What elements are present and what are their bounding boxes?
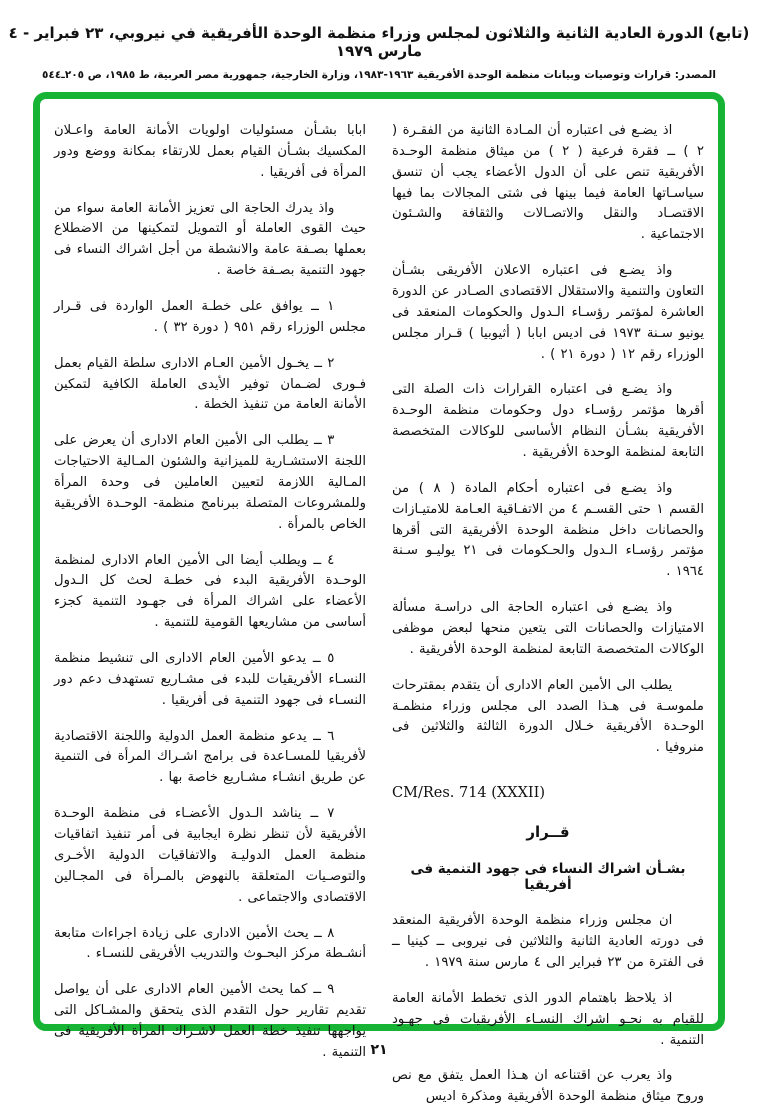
numbered-clause: ١ ــ يوافق على خطـة العمل الواردة فى قـرار مجلس الوزراء رقم ٩٥١ ( دورة ٣٢ ) . <box>54 299 366 335</box>
numbered-clause: ٧ ــ يناشد الـدول الأعضـاء فى منظمة الوحـدة الأفريقية لأن تنظر نظرة ايجابية فى أمر تنفيذ اتفاقيات منظمة العمل الدوليـة والاتفاقيات الدولية الأخـرى والتوصـيات المتعلقة بالنهوض بالمـرأة فى المجـالين الاقتصادى والاجتماعى . <box>54 806 366 905</box>
paragraph: اذ يضـع فى اعتباره أن المـادة الثانية من الفقـرة ( ٢ ) ــ فقرة فرعية ( ٢ ) من ميثاق منظمة الوحـدة الأفريقية تنص على أن الدول الأعضاء يجب أن تنسق سياسـاتها العامة فيما بينها فى شتى المجالات بما فيها الاقتصـاد والنقل والاتصـالات والثقافة والشـئون الاجتماعية . <box>392 123 704 243</box>
numbered-clause: ٥ ــ يدعو الأمين العام الادارى الى تنشيط منظمة النسـاء الأفريقيات للبدء فى مشـاريع تستهدف دعم دور النسـاء فى جهود التنمية فى أفريقيا . <box>54 651 366 708</box>
numbered-clause: ٦ ــ يدعو منظمة العمل الدولية واللجنة الاقتصادية لأفريقيا للمسـاعدة فى برامج اشـراك المرأة فى التنمية عن طريق انشـاء مشـاريع خاصة بها . <box>54 728 366 786</box>
resolution-title: قــرار <box>526 823 570 842</box>
resolution-subtitle: بشـأن اشراك النساء فى جهود التنمية فى أفريقيا <box>410 861 686 894</box>
document-source: المصدر: قرارات وتوصيات وبيانات منظمة الوحدة الأفريقية ١٩٦٣-١٩٨٣، وزارة الخارجية، جمهورية مصر العربية، ط ١٩٨٥، ص ٢٠٥ـ٥٤٤ <box>42 69 716 81</box>
numbered-clause: ٩ ــ كما يحث الأمين العام الادارى على أن يواصل تقديم تقارير حول التقدم الذى يتحقق والمشـاكل التى يواجهها تنفيذ خطة العمل لاشـراك المرأة الأفريقية فى التنمية . <box>54 982 366 1060</box>
numbered-clause: ٨ ــ يحث الأمين الادارى على زيادة اجراءات متابعة أنشـطة مركز البحـوث والتدريب الأفريقى للنسـاء . <box>54 925 366 962</box>
numbered-clause: ٤ ــ ويطلب أيضا الى الأمين العام الادارى لمنظمة الوحـدة الأفريقية البدء فى خطـة لحث كل الـدول الأعضاء على اشراك المرأة فى جهـود التنمية كجزء أساسى من مشاريعها القومية للتنمية . <box>54 552 366 631</box>
paragraph: واذ يدرك الحاجة الى تعزيز الأمانة العامة سواء من حيث القوى العاملة أو التمويل لتمكينها من الاضطلاع بعملها بصـفة عامة والانشطة من أجل اشراك النساء فى جهود التنمية بصـفة خاصة . <box>54 200 366 279</box>
column-left <box>54 121 366 1060</box>
green-border-frame <box>33 92 725 1105</box>
numbered-clause: ٢ ــ يخـول الأمين العـام الادارى سلطة القيام بعمل فـورى لضـمان توفير الأيدى العاملة الكافية لتمكين الأمانة العامة من تنفيذ الخطة . <box>54 355 366 413</box>
paragraph: ان مجلس وزراء منظمة الوحدة الأفريقية المنعقد فى دورته العادية الثانية والثلاثين فى نيروبى ــ كينيا ــ فى الفترة من ٢٣ فبراير الى ٤ مارس سنة ١٩٧٩ . <box>392 913 704 970</box>
paragraph: يطلب الى الأمين العام الادارى أن يتقدم بمقترحات ملموسـة فى هـذا الصدد الى مجلس وزراء منظمـة الوحـدة الأفريقية خـلال الدورة الثالثة والثلاثين فى منروفيا . <box>392 677 704 756</box>
column-right <box>392 121 704 1105</box>
numbered-clause: ٣ ــ يطلب الى الأمين العام الادارى أن يعرض على اللجنة الاستشـارية للميزانية والشئون المـالية الاحتياجات المـالية اللازمة لتعيين العاملين فى وحدة المرأة وللمشروعات المتصلة ببرنامج منظمة- الوحـدة الأفريقية الخاص بالمرأة . <box>54 433 366 532</box>
page-number: ٢١ <box>370 1042 388 1058</box>
document-title: (تابع) الدورة العادية الثانية والثلاثون لمجلس وزراء منظمة الوحدة الأفريقية في نيروبي، ٢٣ فبراير - ٤ مارس ١٩٧٩ <box>8 24 750 60</box>
paragraph: واذ يضـع فى اعتباره أحكام المادة ( ٨ ) من القسم ١ حتى القسـم ٤ من الاتفـاقية العـامة للامتيـازات والحصانات داخل منظمة الوحدة الأفريقية التى أقرها مؤتمر رؤسـاء الـدول والحـكومات فى ٢١ يوليـو سـنة ١٩٦٤ . <box>392 480 704 580</box>
resolution-number: CM/Res. 714 (XXXII) <box>392 785 546 802</box>
two-column-body <box>40 99 718 1105</box>
paragraph: ابابا بشـأن مسئوليات اولويات الأمانة العامة واعـلان المكسيك بشـأن القيام بعمل للارتقاء بمكانة ووضع ودور المرأة فى أفريقيا . <box>54 123 366 180</box>
page-header <box>0 0 758 81</box>
paragraph: اذ يلاحظ باهتمام الدور الذى تخطط الأمانة العامة للقيام به نحـو اشراك النسـاء الأفريقيات فى جهـود التنمية . <box>392 990 704 1048</box>
paragraph: واذ يضـع فى اعتباره القرارات ذات الصلة التى أقرها مؤتمر رؤسـاء دول وحكومات منظمة الوحـدة الأفريقية بشـأن النظام الأساسى للوكالات المتخصصة التابعة لمنظمة الوحدة الأفريقية . <box>392 382 704 461</box>
paragraph: واذ يضـع فى اعتباره الحاجة الى دراسـة مسألة الامتيازات والحصانات التى يتعين منحها لبعض موظفى الوكالات المتخصصة التابعة لمنظمة الوحدة الأفريقية . <box>392 600 704 657</box>
paragraph: واذ يعرب عن اقتناعه ان هـذا العمل يتفق مع نص وروح ميثاق منظمة الوحدة الأفريقية ومذكرة اديس <box>392 1068 704 1105</box>
paragraph: واذ يضـع فى اعتباره الاعلان الأفريقى بشـأن التعاون والتنمية والاستقلال الاقتصادى الصـادر عن الدورة العاشرة لمؤتمر رؤسـاء الـدول والحكومات المنعقد فى يونيو سـنة ١٩٧٣ فى اديس ابابا ( أثيوبيا ) قـرار مجلس الوزراء رقم ١٢ ( دورة ٢١ ) . <box>392 263 704 362</box>
